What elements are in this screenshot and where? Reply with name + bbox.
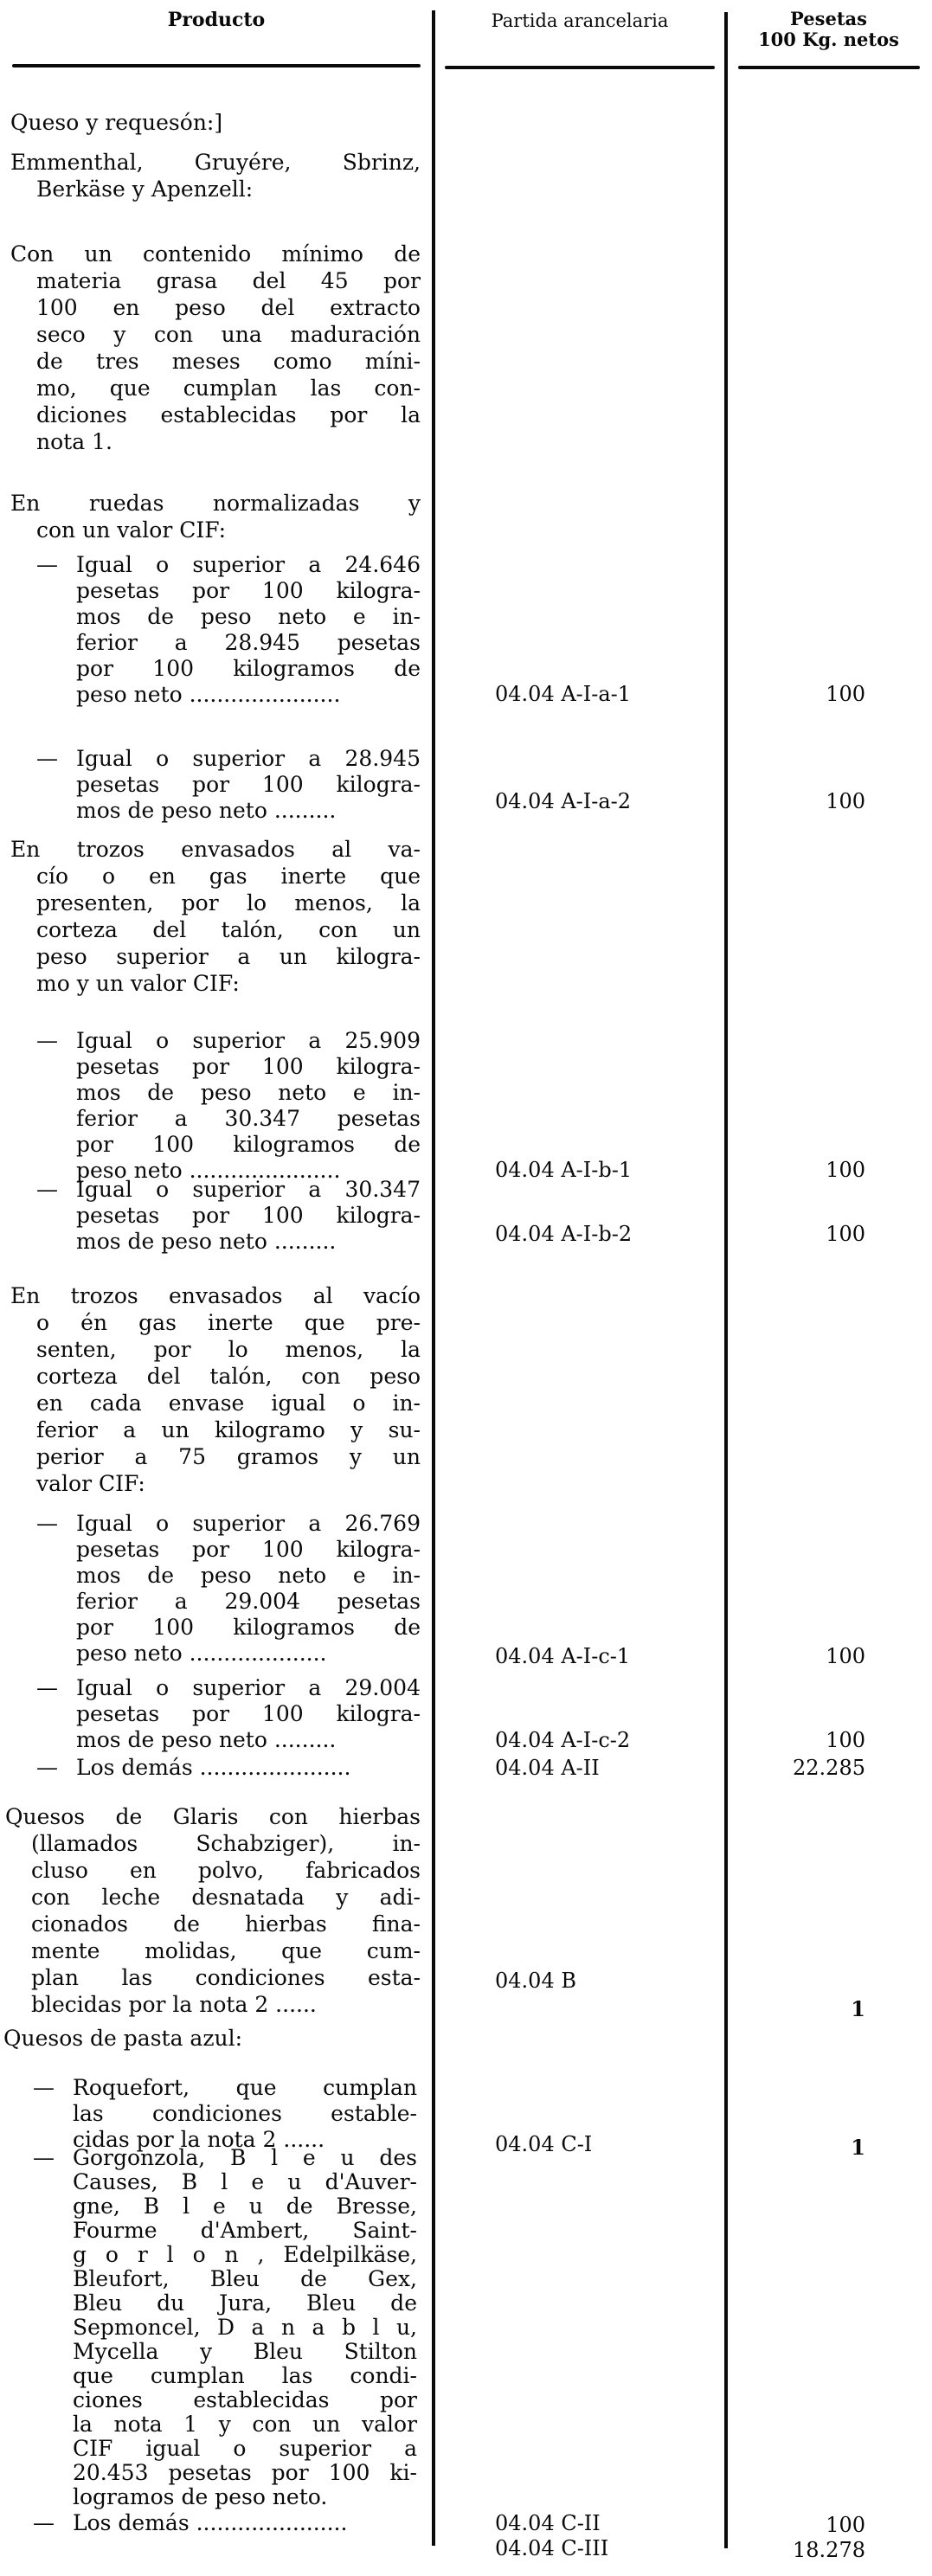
dash-bullet: — [36,1511,58,1536]
tariff-code: 04.04 A-I-a-2 [495,789,632,813]
text-line: mos de peso neto ......... [76,1229,337,1254]
product-glaris [5,1803,421,2018]
tariff-code: 04.04 A-II [495,1756,600,1780]
text-line: corteza del talón, con un [36,917,421,942]
text-line: Mycella y Bleu Stilton [73,2339,417,2364]
product-trozos-75g [10,1282,421,1497]
product-trozos-75g-item-2 [36,1675,421,1753]
tariff-code: 04.04 C-III [495,2536,609,2560]
text-line: CIF igual o superior a [73,2436,417,2461]
text-line: mo, que cumplan las con- [36,376,421,401]
text-line: pesetas por 100 kilogra- [76,772,421,797]
text-line: ferior a 29.004 pesetas [76,1589,421,1614]
dash-bullet: — [36,1028,58,1053]
text-line: En ruedas normalizadas y [10,491,421,516]
dash-bullet: — [36,1675,58,1700]
text-line: materia grasa del 45 por [36,268,421,293]
header-rule-producto [12,64,421,67]
text-line: Igual o superior a 30.347 [76,1177,421,1202]
text-line: Quesos de Glaris con hierbas [5,1804,421,1829]
text-line: Queso y requesón:] [10,110,223,135]
text-line: las condiciones estable- [73,2101,417,2126]
text-line: corteza del talón, con peso [36,1364,421,1389]
text-line: peso neto ...................... [76,1158,341,1183]
dash-bullet: — [36,552,58,577]
product-trozos-superior-1kg [10,836,421,997]
tariff-value: 100 [826,1644,865,1668]
dash-bullet: — [36,746,58,771]
text-line: con un valor CIF: [36,517,227,543]
text-line: pesetas por 100 kilogra- [76,1054,421,1079]
text-line: Fourme d'Ambert, Saint- [73,2218,417,2243]
dash-bullet: — [33,2075,55,2100]
tariff-value: 18.278 [793,2538,865,2562]
text-line: Sepmoncel, D a n a b l u, [73,2315,417,2340]
tariff-code: 04.04 A-I-b-2 [495,1222,633,1246]
text-line: 100 en peso del extracto [36,295,421,320]
product-trozos-1kg-item-2 [36,1177,421,1255]
text-line: g o r l o n , Edelpilkäse, [73,2242,417,2267]
text-line: valor CIF: [36,1471,145,1496]
text-line: Quesos de pasta azul: [3,2026,243,2051]
text-line: peso superior a un kilogra- [36,944,421,969]
product-los-demas-c [33,2511,417,2535]
text-line: pesetas por 100 kilogra- [76,1537,421,1562]
text-line: mente molidas, que cum- [31,1938,421,1963]
text-line: nota 1. [36,429,112,454]
text-line: Igual o superior a 29.004 [76,1675,421,1700]
text-line: Los demás ...................... [76,1755,351,1780]
tariff-code: 04.04 C-II [495,2511,601,2535]
tariff-code: 04.04 A-I-c-2 [495,1728,631,1752]
text-line: ferior a 30.347 pesetas [76,1106,421,1131]
text-line: diciones establecidas por la [36,402,421,427]
text-line: por 100 kilogramos de [76,1132,421,1157]
header-pesetas: Pesetas [790,8,867,29]
text-line: plan las condiciones esta- [31,1965,421,1990]
text-line: ciones establecidas por [73,2387,417,2412]
product-los-demas-a [36,1755,421,1781]
product-roquefort [33,2075,417,2153]
product-ruedas-item-2 [36,746,421,824]
text-line: Roquefort, que cumplan [73,2075,417,2100]
text-line: Igual o superior a 24.646 [76,552,421,577]
text-line: peso neto .................... [76,1641,327,1666]
tariff-value: 22.285 [793,1756,865,1780]
text-line: cío o en gas inerte que [36,864,421,889]
text-line: de tres meses como míni- [36,349,421,374]
tariff-value: 100 [826,1158,865,1182]
dash-bullet: — [33,2510,55,2535]
dash-bullet: — [36,1177,58,1202]
text-line: Los demás ...................... [73,2510,348,2535]
text-line: mos de peso neto e in- [76,1563,421,1588]
product-en-ruedas [10,490,421,543]
text-line: Igual o superior a 25.909 [76,1028,421,1053]
text-line: o én gas inerte que pre- [36,1310,421,1335]
text-line: Causes, B l e u d'Auver- [73,2169,417,2194]
text-line: la nota 1 y con un valor [73,2412,417,2437]
text-line: ferior a un kilogramo y su- [36,1417,421,1442]
text-line: blecidas por la nota 2 ...... [31,1992,317,2017]
tariff-value: 1 [851,1996,865,2021]
text-line: por 100 kilogramos de [76,656,421,681]
column-divider-2 [724,12,728,2548]
header-partida-arancelaria: Partida arancelaria [491,10,669,31]
product-ruedas-item-1 [36,552,421,708]
column-divider-1 [432,10,435,2546]
tariff-value: 1 [851,2135,865,2160]
text-line: por 100 kilogramos de [76,1615,421,1640]
text-line: perior a 75 gramos y un [36,1444,421,1469]
text-line: mos de peso neto ......... [76,798,337,823]
text-line: Igual o superior a 28.945 [76,746,421,771]
tariff-code: 04.04 A-I-b-1 [495,1158,633,1182]
text-line: presenten, por lo menos, la [36,890,421,915]
text-line: peso neto ...................... [76,682,341,707]
tariff-value: 100 [826,682,865,706]
header-rule-partida [445,66,715,69]
header-producto: Producto [167,9,266,31]
text-line: Con un contenido mínimo de [10,241,421,267]
tariff-value: 100 [826,789,865,813]
text-line: mos de peso neto e in- [76,1080,421,1105]
header-rule-pesetas [738,66,920,69]
tariff-value: 100 [826,1728,865,1752]
dash-bullet: — [33,2145,55,2170]
text-line: con leche desnatada y adi- [31,1885,421,1910]
text-line: que cumplan las condi- [73,2363,417,2388]
product-queso-y-requeson [10,109,421,136]
text-line: Bleufort, Bleu de Gex, [73,2266,417,2291]
text-line: cluso en polvo, fabricados [31,1858,421,1883]
product-trozos-75g-item-1 [36,1511,421,1667]
text-line: cidas por la nota 2 ...... [73,2127,325,2152]
text-line: cionados de hierbas fina- [31,1911,421,1937]
header-100kg-netos: 100 Kg. netos [758,29,899,50]
tariff-value: 100 [826,1222,865,1246]
text-line: Berkäse y Apenzell: [36,177,254,202]
product-trozos-1kg-item-1 [36,1028,421,1184]
text-line: logramos de peso neto. [73,2484,328,2509]
tariff-code: 04.04 B [495,1969,576,1993]
dash-bullet: — [36,1755,58,1780]
text-line: seco y con una maduración [36,322,421,347]
tariff-code: 04.04 A-I-a-1 [495,682,632,706]
text-line: 20.453 pesetas por 100 ki- [73,2460,417,2485]
text-line: pesetas por 100 kilogra- [76,1701,421,1726]
text-line: (llamados Schabziger), in- [31,1831,421,1856]
text-line: Igual o superior a 26.769 [76,1511,421,1536]
text-line: gne, B l e u de Bresse, [73,2194,417,2219]
text-line: mo y un valor CIF: [36,971,240,996]
product-pasta-azul [3,2025,414,2052]
tariff-code: 04.04 A-I-c-1 [495,1644,631,1668]
text-line: Gorgonzola, B l e u des [73,2145,417,2170]
text-line: mos de peso neto e in- [76,604,421,629]
text-line: ferior a 28.945 pesetas [76,630,421,655]
text-line: mos de peso neto ......... [76,1727,337,1752]
tariff-code: 04.04 C-I [495,2132,593,2156]
tariff-value: 100 [826,2513,865,2537]
product-emmenthal [10,149,421,202]
text-line: en cada envase igual o in- [36,1391,421,1416]
text-line: pesetas por 100 kilogra- [76,578,421,603]
product-contenido-minimo [10,241,421,455]
text-line: En trozos envasados al va- [10,837,421,862]
product-gorgonzola [33,2146,417,2509]
text-line: senten, por lo menos, la [36,1337,421,1362]
text-line: Bleu du Jura, Bleu de [73,2290,417,2316]
text-line: En trozos envasados al vacío [10,1283,421,1308]
text-line: Emmenthal, Gruyére, Sbrinz, [10,150,421,175]
text-line: pesetas por 100 kilogra- [76,1203,421,1228]
